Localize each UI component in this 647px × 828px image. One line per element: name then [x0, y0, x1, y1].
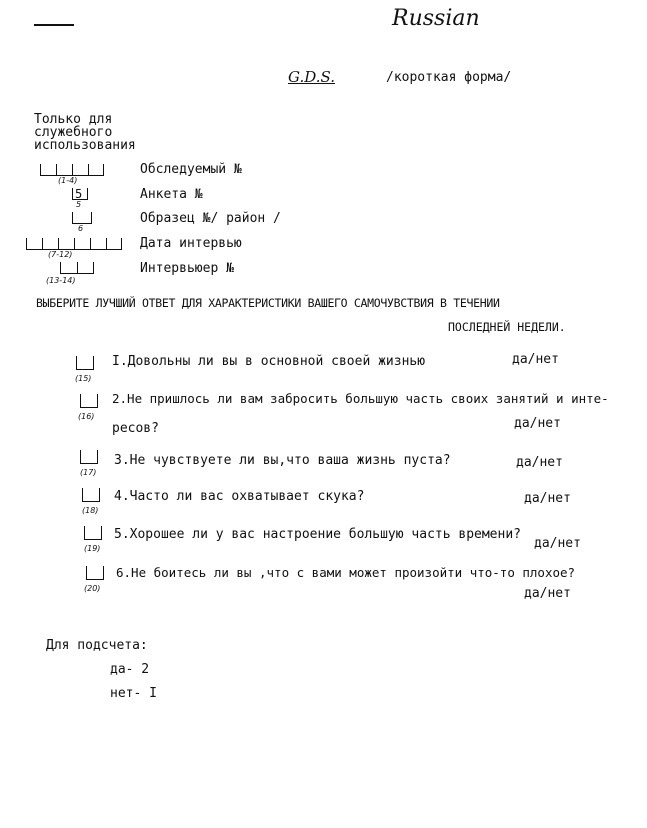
office-use-label-1: Только для [34, 112, 113, 127]
question-1-box [76, 356, 94, 370]
question-6-text: 6.Не боитесь ли вы ,что с вами может произойти что-то плохое? [116, 565, 576, 580]
question-5-box [84, 526, 102, 540]
question-4-code: (18) [82, 506, 99, 515]
interview-date-code: (7-12) [48, 250, 73, 259]
form-title-form: /короткая форма/ [386, 70, 512, 85]
question-6-box [86, 566, 104, 580]
question-5-text: 5.Хорошее ли у вас настроение большую часть времени? [114, 527, 521, 542]
question-3-answer: да/нет [516, 455, 563, 470]
instruction-line-2: ПОСЛЕДНЕЙ НЕДЕЛИ. [448, 320, 566, 334]
questionnaire-box-value: 5 [75, 187, 83, 201]
question-3-code: (17) [80, 468, 97, 477]
questionnaire-label: Анкета № [140, 187, 203, 202]
question-1-code: (15) [75, 374, 92, 383]
question-2-text: 2.Не пришлось ли вам забросить большую часть своих занятий и инте- [112, 391, 609, 406]
question-2-box [80, 394, 98, 408]
sample-box [72, 212, 92, 224]
language-note: Russian [392, 6, 480, 31]
question-3-box [80, 450, 98, 464]
scoring-yes: да- 2 [110, 662, 150, 677]
question-4-answer: да/нет [524, 491, 571, 506]
interviewer-label: Интервьюер № [140, 261, 234, 276]
instruction-line-1: ВЫБЕРИТЕ ЛУЧШИЙ ОТВЕТ ДЛЯ ХАРАКТЕРИСТИКИ ВАШЕГО САМОЧУВСТВИЯ В ТЕЧЕНИИ [36, 296, 500, 310]
question-1-text: I.Довольны ли вы в основной своей жизнью [112, 354, 426, 369]
interview-date-label: Дата интервью [140, 236, 242, 251]
office-use-label-3: использования [34, 138, 136, 153]
question-3-text: 3.Не чувствуете ли вы,что ваша жизнь пуста? [114, 453, 451, 468]
question-5-code: (19) [84, 544, 101, 553]
question-4-text: 4.Часто ли вас охватывает скука? [114, 489, 365, 504]
scoring-label: Для подсчета: [46, 638, 148, 653]
sample-code: 6 [78, 224, 84, 233]
respondent-code: (1-4) [58, 176, 78, 185]
question-6-code: (20) [84, 584, 101, 593]
office-use-label-2: служебного [34, 125, 113, 140]
form-title-abbr: G.D.S. [288, 68, 335, 86]
respondent-label: Обследуемый № [140, 162, 242, 177]
question-1-answer: да/нет [512, 352, 559, 367]
question-2-answer: да/нет [514, 416, 561, 431]
margin-dash [34, 24, 74, 26]
question-4-box [82, 488, 100, 502]
question-2-code: (16) [78, 412, 95, 421]
question-5-answer: да/нет [534, 536, 581, 551]
scoring-no: нет- I [110, 686, 157, 701]
question-2-text-cont: ресов? [112, 421, 159, 436]
questionnaire-code: 5 [76, 200, 82, 209]
sample-label: Образец №/ район / [140, 211, 281, 226]
question-6-answer: да/нет [524, 586, 571, 601]
interviewer-code: (13-14) [46, 276, 76, 285]
